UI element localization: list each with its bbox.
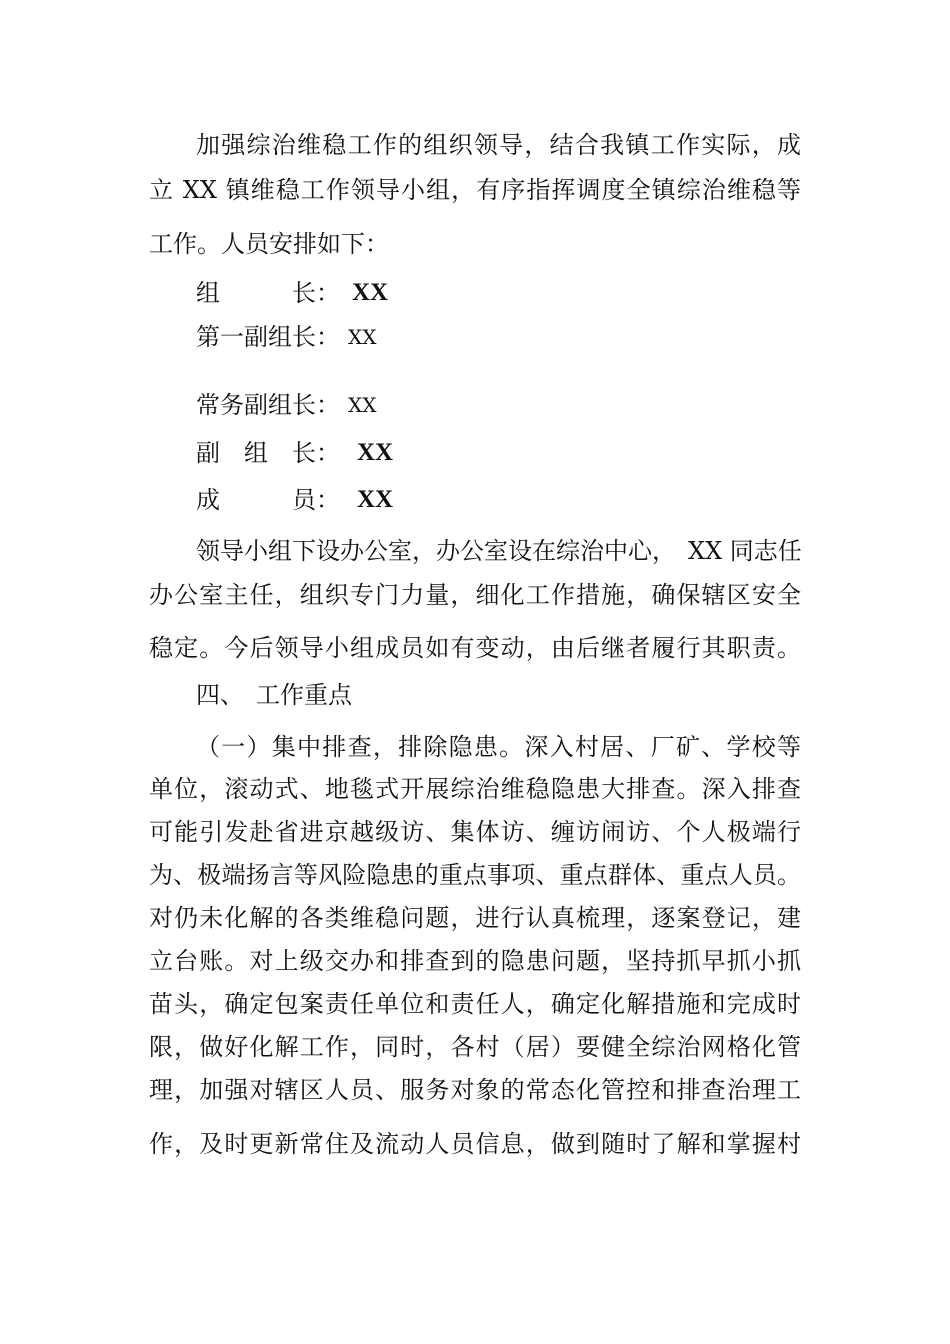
paragraph-3-line-9: 理，加强对辖区人员、服务对象的常态化管控和排查治理工 xyxy=(149,1076,801,1104)
role-label-executive-deputy: 常务副组长： xyxy=(196,391,340,419)
paragraph-3-line-5: 对仍未化解的各类维稳问题，进行认真梳理，逐案登记，建 xyxy=(149,904,801,932)
paragraph-2-line-3: 稳定。今后领导小组成员如有变动，由后继者履行其职责。 xyxy=(149,634,801,662)
paragraph-3-line-8: 限，做好化解工作，同时，各村（居）要健全综治网格化管 xyxy=(149,1033,801,1061)
paragraph-3-line-10: 作，及时更新常住及流动人员信息，做到随时了解和掌握村 xyxy=(149,1130,801,1158)
paragraph-1-line-2: 立 XX 镇维稳工作领导小组，有序指挥调度全镇综治维稳等 xyxy=(149,176,801,204)
role-value-first-deputy: XX xyxy=(348,325,377,349)
paragraph-3-line-4: 为、极端扬言等风险隐患的重点事项、重点群体、重点人员。 xyxy=(149,861,801,889)
role-label-leader: 组 长： xyxy=(196,279,340,307)
role-value-leader: XX xyxy=(352,279,389,306)
role-label-deputy: 副 组 长： xyxy=(196,439,340,467)
paragraph-1-line-1: 加强综治维稳工作的组织领导，结合我镇工作实际，成 xyxy=(196,131,801,159)
paragraph-1-line-3: 工作。人员安排如下： xyxy=(149,230,389,258)
section-heading: 四、 工作重点 xyxy=(196,681,352,709)
role-value-executive-deputy: XX xyxy=(348,393,377,417)
role-value-deputy: XX xyxy=(357,439,394,466)
paragraph-3-line-3: 可能引发赴省进京越级访、集体访、缠访闹访、个人极端行 xyxy=(149,818,801,846)
paragraph-3-line-2: 单位，滚动式、地毯式开展综治维稳隐患大排查。深入排查 xyxy=(149,775,801,803)
paragraph-3-line-7: 苗头，确定包案责任单位和责任人，确定化解措施和完成时 xyxy=(149,990,801,1018)
paragraph-2-line-2: 办公室主任，组织专门力量，细化工作措施，确保辖区安全 xyxy=(149,581,801,609)
role-label-members: 成 员： xyxy=(196,486,340,514)
paragraph-3-line-6: 立台账。对上级交办和排查到的隐患问题，坚持抓早抓小抓 xyxy=(149,947,801,975)
role-value-members: XX xyxy=(357,486,394,513)
paragraph-3-line-1: （一）集中排查，排除隐患。深入村居、厂矿、学校等 xyxy=(196,733,801,761)
role-label-first-deputy: 第一副组长： xyxy=(196,323,340,351)
paragraph-2-line-1: 领导小组下设办公室，办公室设在综治中心， XX 同志任 xyxy=(196,537,802,565)
